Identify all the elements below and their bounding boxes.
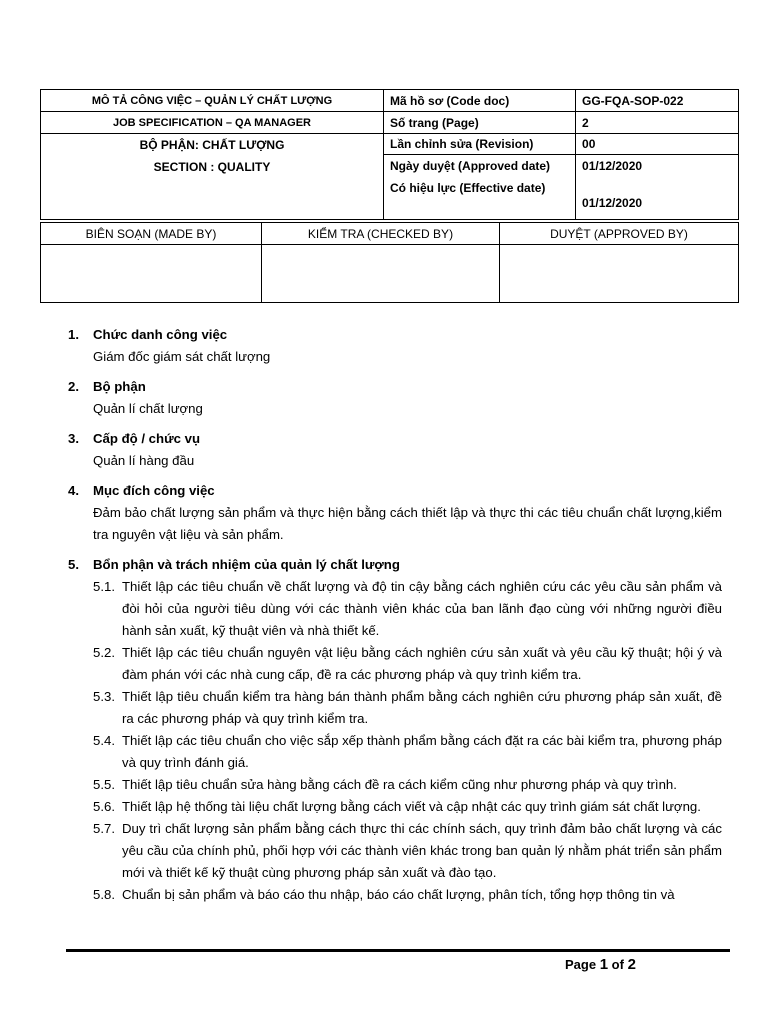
document-header-table — [40, 89, 739, 220]
item-text: Thiết lập hệ thống tài liệu chất lượng bằng cách viết và cập nhật các quy trình giám sát chất lượng. — [122, 799, 701, 814]
item-number: 5.8. — [93, 887, 115, 902]
page-value: 2 — [576, 112, 739, 134]
list-item — [93, 686, 722, 730]
section-3 — [68, 428, 722, 472]
section-title: Mục đích công việc — [93, 483, 215, 498]
section-en: SECTION : QUALITY — [153, 160, 271, 174]
dates-label-cell — [384, 155, 576, 220]
item-number: 5.2. — [93, 645, 115, 660]
title-en: JOB SPECIFICATION – QA MANAGER — [41, 112, 384, 134]
section-cell — [41, 134, 384, 220]
total-pages: 2 — [627, 956, 636, 973]
item-text: Thiết lập tiêu chuẩn kiểm tra hàng bán thành phẩm bằng cách nghiên cứu phương pháp sản xuất, đề ra các phương pháp và quy trình kiểm tra. — [122, 689, 722, 726]
section-title: Bổn phận và trách nhiệm của quản lý chất lượng — [93, 557, 400, 572]
list-item — [93, 576, 722, 642]
code-label: Mã hồ sơ (Code doc) — [384, 90, 576, 112]
list-item — [93, 796, 722, 818]
section-body: Giám đốc giám sát chất lượng — [93, 349, 271, 364]
approved-date-label: Ngày duyệt (Approved date) — [390, 159, 551, 173]
item-text: Chuẩn bị sản phẩm và báo cáo thu nhập, báo cáo chất lượng, phân tích, tổng hợp thông tin và — [122, 887, 675, 902]
item-number: 5.3. — [93, 689, 115, 704]
title-vi: MÔ TẢ CÔNG VIỆC – QUẢN LÝ CHẤT LƯỢNG — [41, 90, 384, 112]
section-number: 5. — [68, 557, 79, 572]
revision-label: Lần chỉnh sửa (Revision) — [384, 134, 576, 155]
footer-rule — [66, 949, 730, 952]
item-text: Thiết lập các tiêu chuẩn về chất lượng và độ tin cậy bằng cách nghiên cứu các yêu cầu sản phẩm và đòi hỏi của người tiêu dùng với các thành viên khác của ban lãnh đạo cùng với những người điều hành sản xuất, kỹ thuật viên và nhà thiết kế. — [122, 579, 722, 638]
list-item — [93, 818, 722, 884]
section-4 — [68, 480, 722, 546]
item-text: Thiết lập các tiêu chuẩn nguyên vật liệu bằng cách nghiên cứu sản xuất và yêu cầu kỹ thuật; hội ý và đàm phán với các nhà cung cấp, đề ra các phương pháp và quy trình kiểm tra. — [122, 645, 722, 682]
checked-by-signature-box — [262, 245, 500, 303]
list-item — [93, 730, 722, 774]
section-number: 2. — [68, 379, 79, 394]
item-number: 5.6. — [93, 799, 115, 814]
item-number: 5.1. — [93, 579, 115, 594]
dates-value-cell — [576, 155, 739, 220]
approved-by-label: DUYỆT (APPROVED BY) — [500, 223, 739, 245]
section-5 — [68, 554, 722, 906]
item-number: 5.4. — [93, 733, 115, 748]
section-body: Đảm bảo chất lượng sản phẩm và thực hiện bằng cách thiết lập và thực thi các tiêu chuẩn chất lượng,kiểm tra nguyên vật liệu và sản phẩm. — [93, 505, 722, 542]
page-word: Page — [565, 957, 597, 972]
document-body — [68, 324, 722, 914]
approved-by-signature-box — [500, 245, 739, 303]
code-value: GG-FQA-SOP-022 — [576, 90, 739, 112]
item-text: Thiết lập các tiêu chuẩn cho việc sắp xếp thành phẩm bằng cách đặt ra các bài kiểm tra, phương pháp và quy trình đánh giá. — [122, 733, 722, 770]
section-title: Cấp độ / chức vụ — [93, 431, 201, 446]
effective-date-value: 01/12/2020 — [582, 196, 643, 210]
signature-table — [40, 222, 739, 303]
list-item — [93, 884, 722, 906]
list-item — [93, 774, 722, 796]
section-body: Quản lí hàng đầu — [93, 453, 195, 468]
section-vi: BỘ PHẬN: CHẤT LƯỢNG — [139, 138, 285, 152]
made-by-signature-box — [41, 245, 262, 303]
section-number: 4. — [68, 483, 79, 498]
section-number: 1. — [68, 327, 79, 342]
section-2 — [68, 376, 722, 420]
page-label: Số trang (Page) — [384, 112, 576, 134]
item-number: 5.5. — [93, 777, 115, 792]
of-word: of — [611, 957, 624, 972]
item-text: Duy trì chất lượng sản phẩm bằng cách thực thi các chính sách, quy trình đảm bảo chất lượng và các yêu cầu của chính phủ, phối hợp với các thành viên khác trong ban quản lý nhằm phát triển sản phẩm mới và thiết kế kỹ thuật cùng phương pháp sản xuất và đào tạo. — [122, 821, 722, 880]
made-by-label: BIÊN SOẠN (MADE BY) — [41, 223, 262, 245]
section-title: Bộ phận — [93, 379, 146, 394]
item-number: 5.7. — [93, 821, 115, 836]
section-body: Quản lí chất lượng — [93, 401, 203, 416]
section-number: 3. — [68, 431, 79, 446]
current-page: 1 — [599, 956, 609, 973]
effective-date-label: Có hiệu lực (Effective date) — [390, 181, 546, 195]
section-1 — [68, 324, 722, 368]
checked-by-label: KIỂM TRA (CHECKED BY) — [262, 223, 500, 245]
page-footer — [565, 956, 636, 973]
item-text: Thiết lập tiêu chuẩn sửa hàng bằng cách đề ra cách kiểm cũng như phương pháp và quy trình. — [122, 777, 677, 792]
list-item — [93, 642, 722, 686]
section-title: Chức danh công việc — [93, 327, 228, 342]
revision-value: 00 — [576, 134, 739, 155]
approved-date-value: 01/12/2020 — [582, 159, 643, 173]
